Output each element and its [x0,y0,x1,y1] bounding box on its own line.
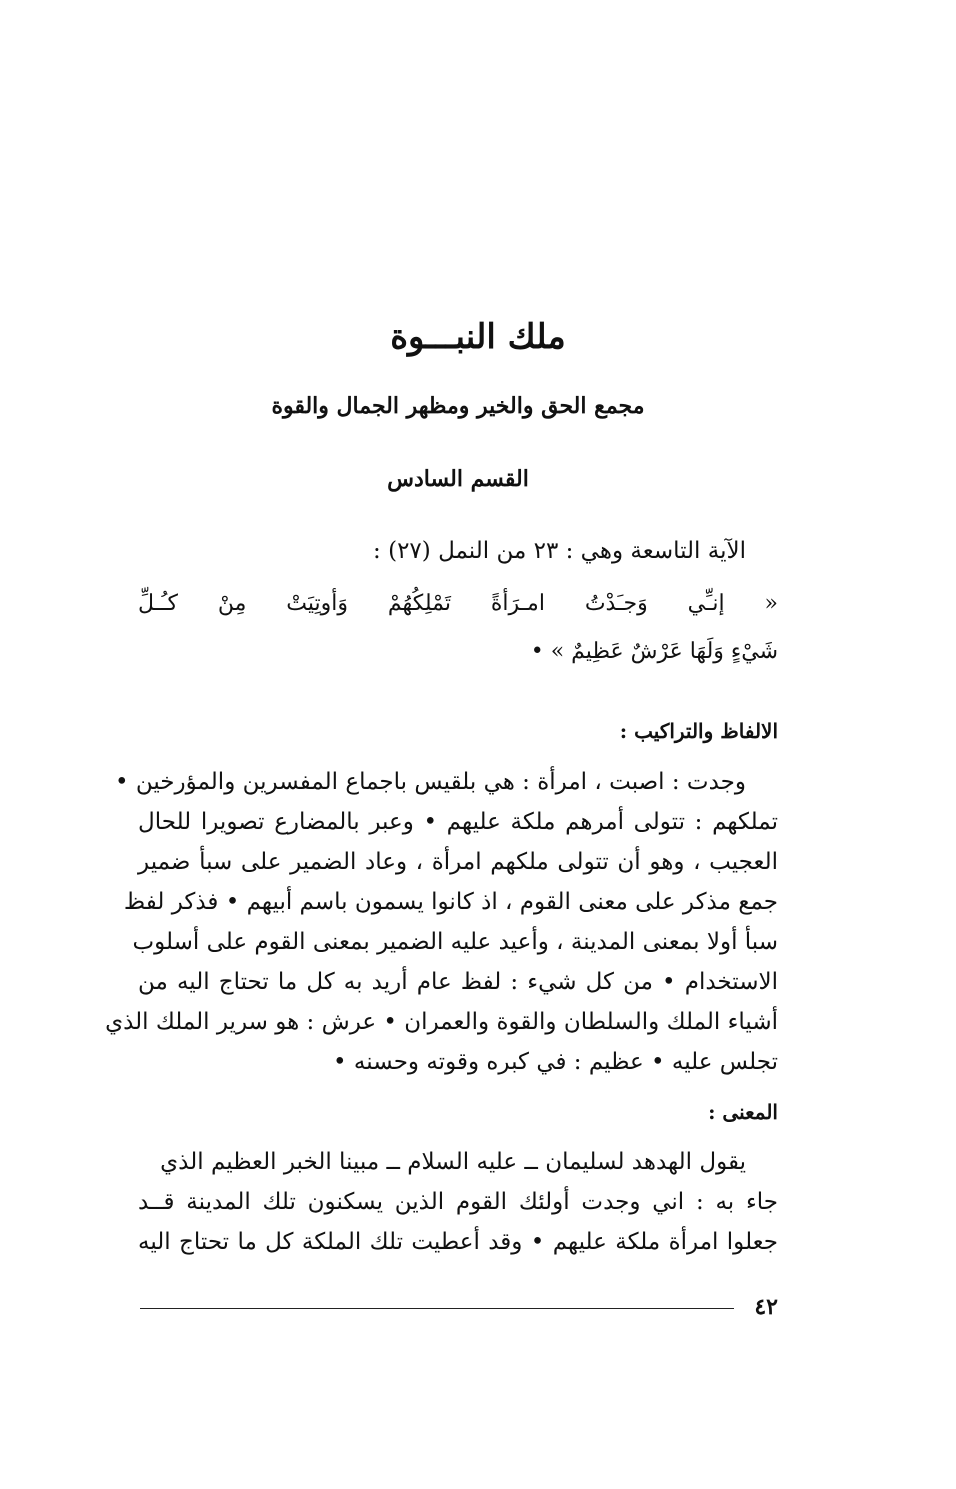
vocab-line: وجدت : اصبت ، امرأة : هي بلقيس باجماع المفسرين والمؤرخين • [114,769,746,795]
meaning-line: جاء به : اني وجدت أولئك القوم الذين يسكنون تلك المدينة قــد [138,1189,778,1215]
vocab-paragraph [105,762,778,1082]
verse-line: شَيْءٍ وَلَهَا عَرْشٌ عَظِيمٌ » • [530,639,778,664]
meaning-line: يقول الهدهد لسليمان ــ عليه السلام ــ مبينا الخبر العظيم الذي [160,1149,746,1175]
meaning-line: جعلوا امرأة ملكة عليهم • وقد أعطيت تلك الملكة كل ما تحتاج اليه [138,1229,778,1255]
vocab-line: الاستخدام • من كل شيء : لفظ عام أريد به كل ما تحتاج اليه من [138,969,778,995]
verse-intro [138,531,778,571]
vocab-line: العجيب ، وهو أن تتولى ملكهم امرأة ، وعاد الضمير على سبأ ضمير [138,849,778,875]
vocab-line: أشياء الملك والسلطان والقوة والعمران • عرش : هو سرير الملك الذي [105,1009,778,1035]
quran-verse [138,580,778,676]
verse-intro-line: الآية التاسعة وهي : ٢٣ من النمل (٢٧) : [373,538,746,564]
verse-line: « إنـِّي وَجـَدْتُ امـرَأةً تَمْلِكُهُمْ وَأوتِيَتْ مِنْ كـُـلِّ [138,591,778,616]
vocab-line: تملكهم : تتولى أمرهم ملكة عليهم • وعبر بالمضارع تصويرا للحال [138,809,778,835]
vocab-line: سبأ أولا بمعنى المدينة ، وأعيد عليه الضمير بمعنى القوم على أسلوب [132,929,778,955]
section-title: القسم السادس [387,466,529,492]
page-number: ٤٢ [754,1294,778,1320]
meaning-heading: المعنى : [708,1100,778,1124]
chapter-title: ملك النبـــوة [390,317,566,357]
vocab-line: تجلس عليه • عظيم : في كبره وقوته وحسنه • [333,1049,778,1075]
vocab-line: جمع مذكر على معنى القوم ، اذ كانوا يسمون باسم أبيهم • فذكر لفظ [123,889,778,915]
chapter-subtitle: مجمع الحق والخير ومظهر الجمال والقوة [271,393,645,419]
meaning-paragraph [138,1142,778,1262]
footer-divider [140,1308,734,1309]
vocab-heading: الالفاظ والتراكيب : [619,719,778,743]
